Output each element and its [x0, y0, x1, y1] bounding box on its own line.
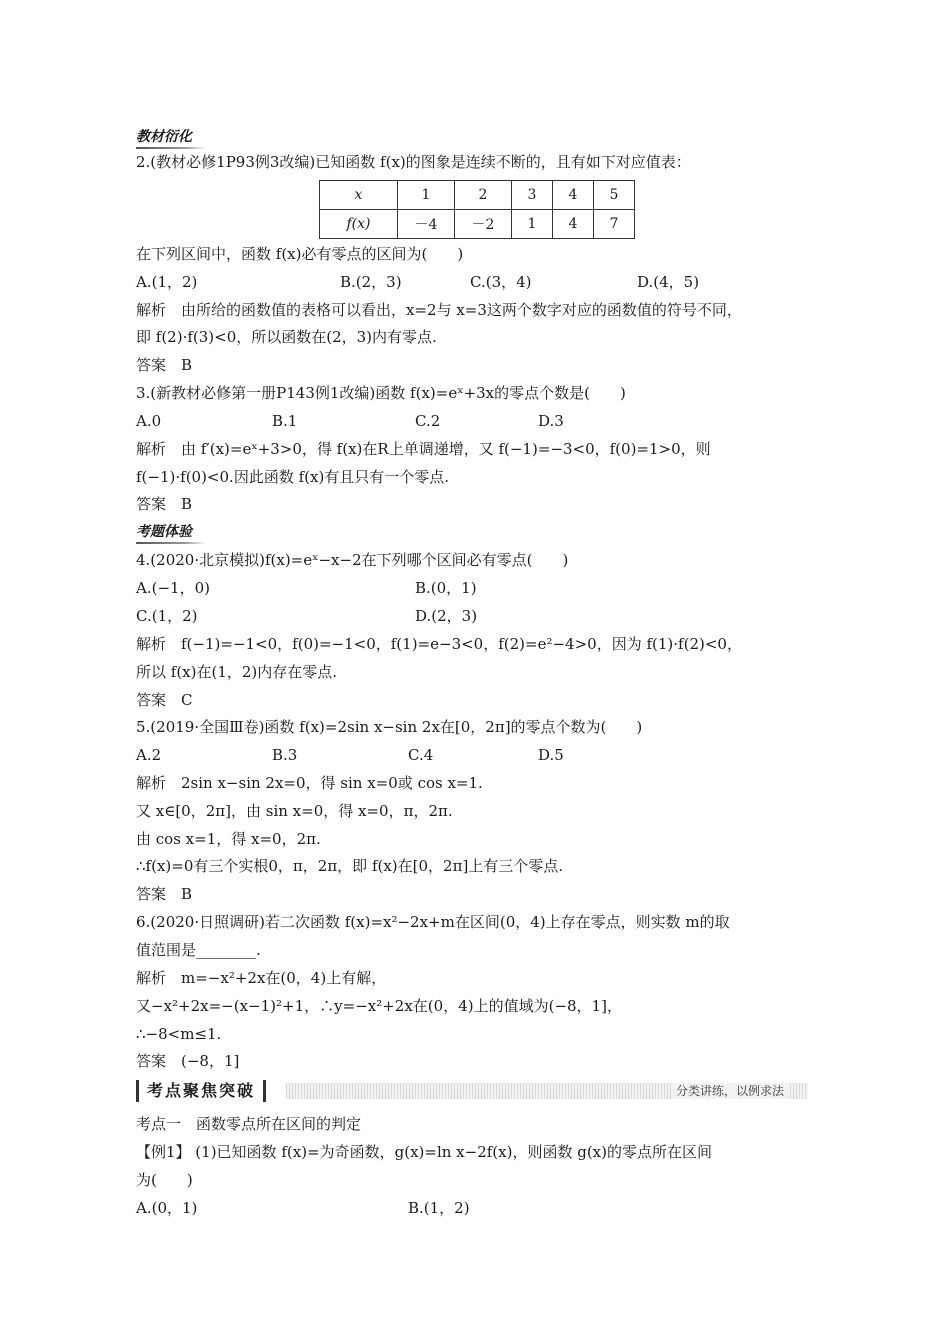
question-2-prompt: 在下列区间中，函数 f(x)必有零点的区间为( ) [136, 245, 464, 263]
table-cell: x [320, 181, 398, 210]
section-banner [136, 1080, 808, 1102]
question-5-stem: 5.(2019·全国Ⅲ卷)函数 f(x)=2sin x−sin 2x在[0，2π]的零点个数为( ) [136, 718, 643, 736]
analysis-line: ∴−8<m≤1. [136, 1025, 222, 1043]
analysis-line: 解析 2sin x−sin 2x=0，得 sin x=0或 cos x=1. [136, 774, 483, 792]
question-6-stem: 6.(2020·日照调研)若二次函数 f(x)=x²−2x+m在区间(0，4)上存在零点，则实数 m的取 [136, 913, 730, 931]
option-a: A.(0，1) [136, 1199, 198, 1217]
answer-line: 答案 B [136, 495, 193, 513]
topic-heading: 考点一 函数零点所在区间的判定 [136, 1115, 362, 1133]
option-a: A.(−1，0) [136, 579, 210, 597]
banner-subtitle: 分类讲练，以例求法 [672, 1083, 788, 1099]
table-cell: 5 [594, 181, 635, 210]
option-c: C.2 [415, 412, 441, 430]
table-cell: －4 [398, 210, 455, 239]
question-6-stem-cont: 值范围是________. [136, 941, 261, 959]
table-cell: 2 [455, 181, 512, 210]
answer-line: 答案 B [136, 356, 193, 374]
table-cell: 4 [553, 210, 594, 239]
table-row [320, 181, 635, 210]
answer-line: 答案 (−8，1] [136, 1052, 240, 1070]
analysis-line: 又−x²+2x=−(x−1)²+1，∴y=−x²+2x在(0，4)上的值域为(−8，1]， [136, 997, 622, 1015]
analysis-line: f(−1)·f(0)<0.因此函数 f(x)有且只有一个零点. [136, 468, 450, 486]
option-c: C.4 [408, 746, 434, 764]
section-heading-textbook: 教材衍化 [136, 126, 192, 149]
option-b: B.1 [272, 412, 298, 430]
table-cell: 4 [553, 181, 594, 210]
analysis-line: 解析 f(−1)=−1<0，f(0)=−1<0，f(1)=e−3<0，f(2)=e²−4>0，因为 f(1)·f(2)<0， [136, 635, 742, 653]
analysis-line: 所以 f(x)在(1，2)内存在零点. [136, 663, 338, 681]
analysis-line: 由 cos x=1，得 x=0，2π. [136, 830, 321, 848]
option-a: A.0 [136, 412, 162, 430]
option-d: D.3 [538, 412, 564, 430]
question-4-stem: 4.(2020·北京模拟)f(x)=eˣ−x−2在下列哪个区间必有零点( ) [136, 551, 569, 569]
option-d: D.(2，3) [415, 607, 478, 625]
option-b: B.(0，1) [415, 579, 477, 597]
option-c: C.(1，2) [136, 607, 198, 625]
example-1-stem: 【例1】 (1)已知函数 f(x)=为奇函数，g(x)=ln x−2f(x)，则函数 g(x)的零点所在区间 [136, 1143, 712, 1161]
table-cell: f(x) [320, 210, 398, 239]
option-b: B.(2，3) [340, 273, 402, 291]
answer-line: 答案 B [136, 885, 193, 903]
option-d: D.5 [538, 746, 564, 764]
analysis-line: 即 f(2)·f(3)<0，所以函数在(2，3)内有零点. [136, 328, 437, 346]
question-2-stem: 2.(教材必修1P93例3改编)已知函数 f(x)的图象是连续不断的，且有如下对应值表： [136, 153, 691, 171]
question-3-stem: 3.(新教材必修第一册P143例1改编)函数 f(x)=eˣ+3x的零点个数是( ) [136, 384, 626, 402]
table-row [320, 210, 635, 239]
answer-line: 答案 C [136, 691, 193, 709]
analysis-line: 又 x∈[0，2π]，由 sin x=0，得 x=0，π，2π. [136, 802, 453, 820]
table-cell: 1 [398, 181, 455, 210]
analysis-line: 解析 由 f′(x)=eˣ+3>0，得 f(x)在R上单调递增，又 f(−1)=−3<0，f(0)=1>0，则 [136, 440, 711, 458]
banner-title: 考点聚焦突破 [136, 1080, 266, 1102]
table-cell: 3 [512, 181, 553, 210]
option-d: D.(4，5) [637, 273, 700, 291]
table-cell: 7 [594, 210, 635, 239]
option-a: A.(1，2) [136, 273, 198, 291]
option-c: C.(3，4) [470, 273, 532, 291]
value-table [319, 180, 635, 239]
example-1-stem-cont: 为( ) [136, 1171, 193, 1189]
option-a: A.2 [136, 746, 162, 764]
option-b: B.3 [272, 746, 298, 764]
analysis-line: ∴f(x)=0有三个实根0，π，2π，即 f(x)在[0，2π]上有三个零点. [136, 857, 564, 875]
option-b: B.(1，2) [408, 1199, 470, 1217]
analysis-line: 解析 由所给的函数值的表格可以看出，x=2与 x=3这两个数字对应的函数值的符号不同， [136, 301, 742, 319]
analysis-line: 解析 m=−x²+2x在(0，4)上有解， [136, 969, 387, 987]
section-heading-exam: 考题体验 [136, 521, 192, 544]
table-cell: 1 [512, 210, 553, 239]
table-cell: －2 [455, 210, 512, 239]
